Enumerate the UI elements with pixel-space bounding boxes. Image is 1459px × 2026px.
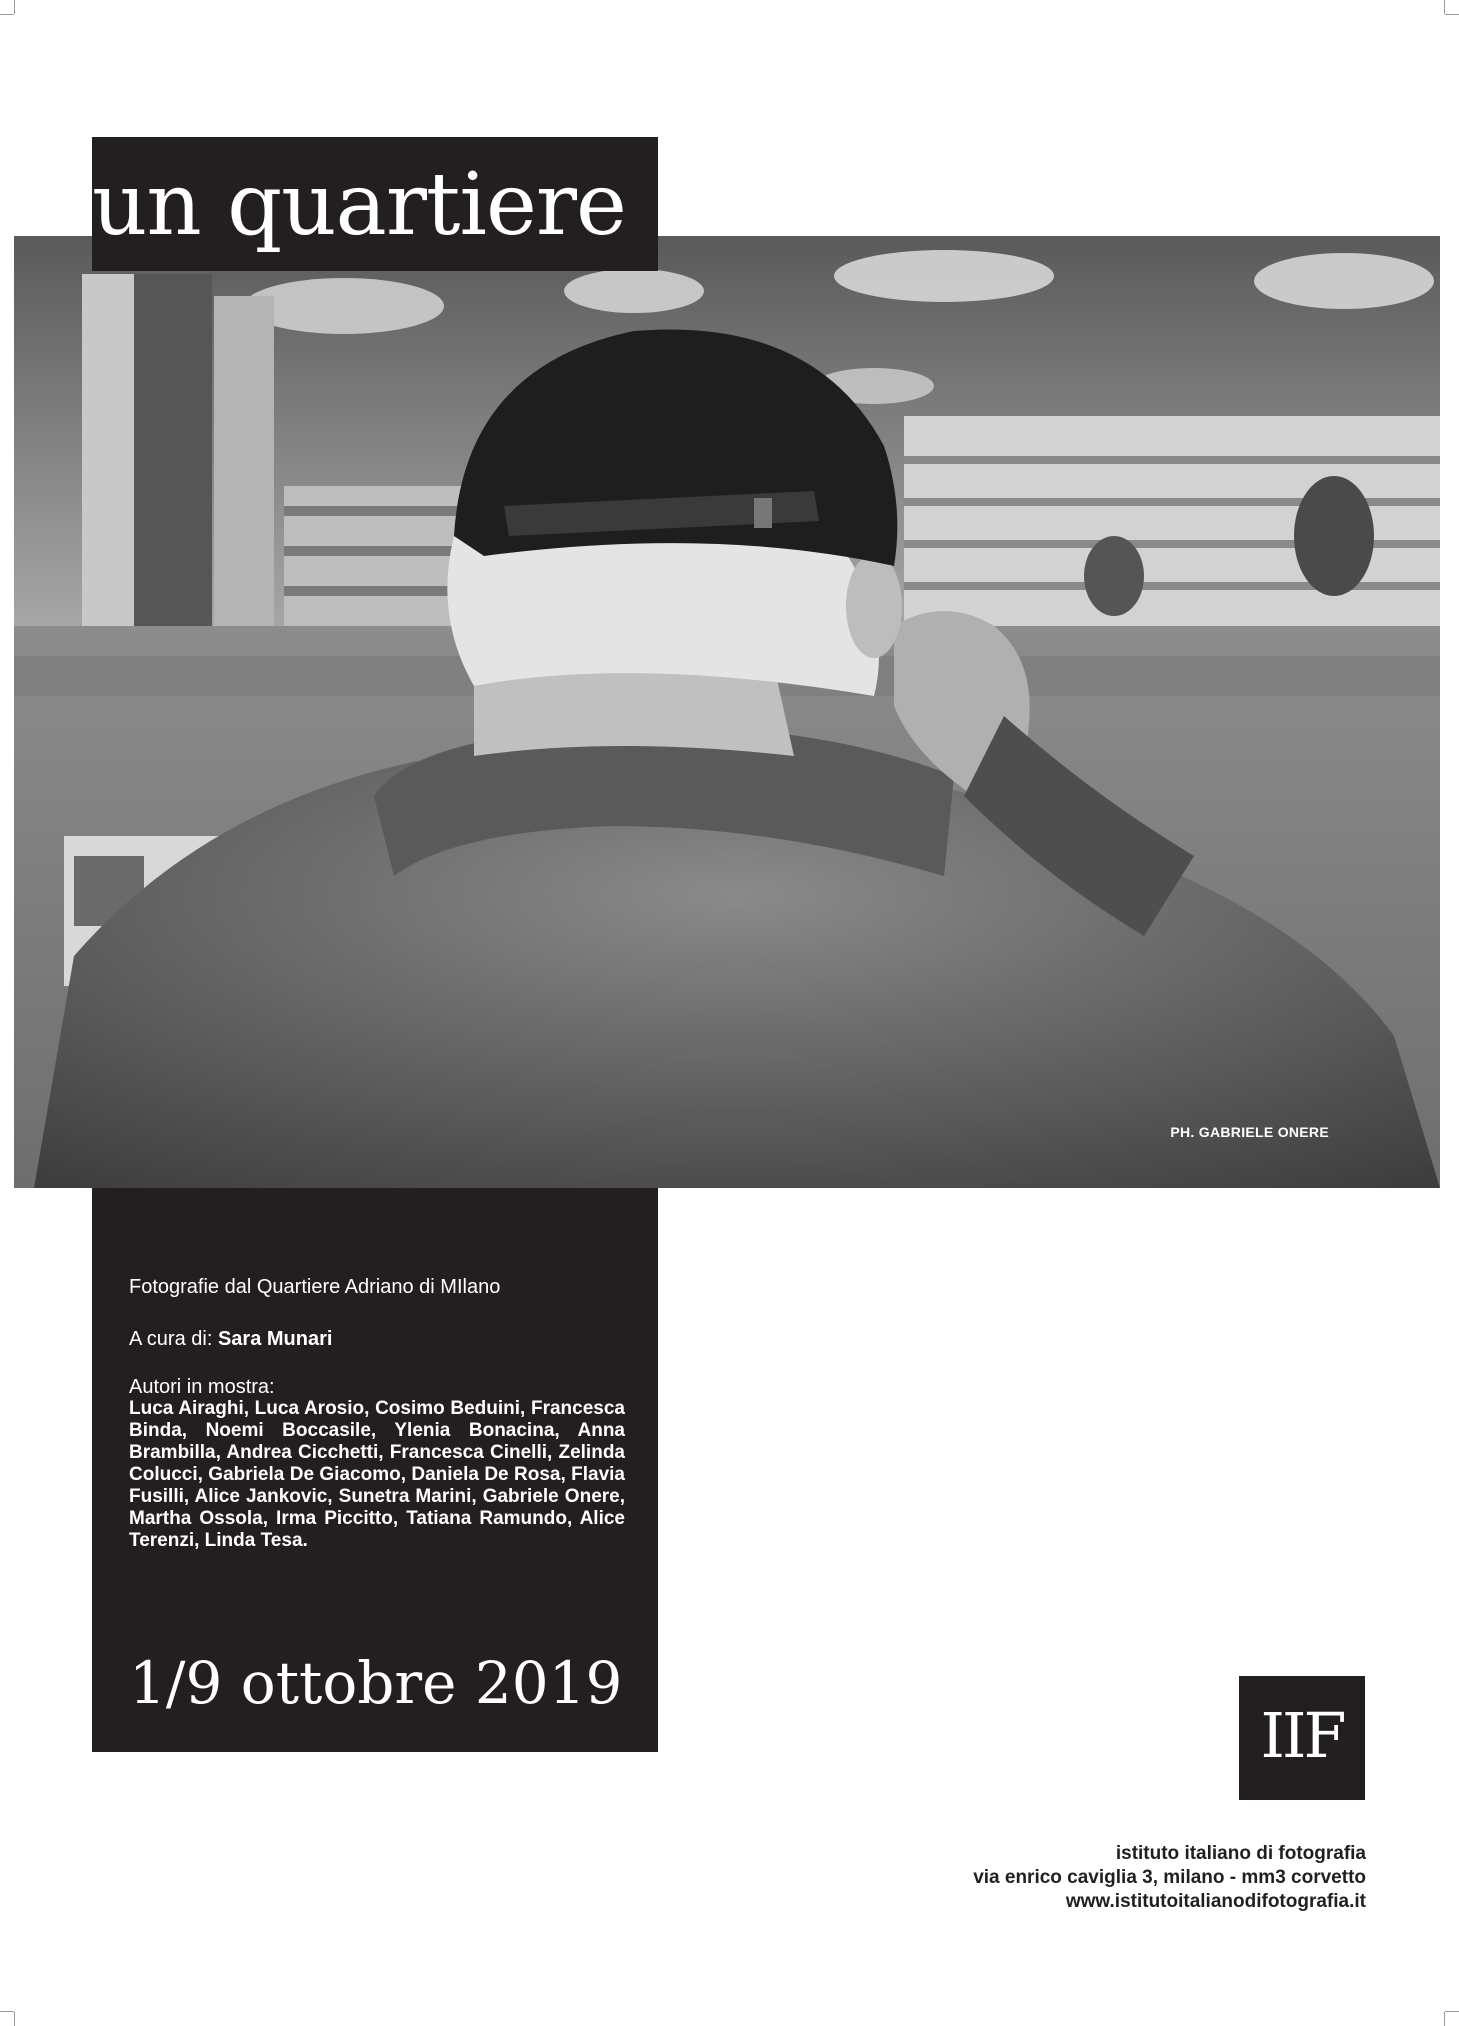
crop-mark-top-right — [1445, 14, 1459, 15]
crop-mark-bottom-left — [14, 2012, 15, 2026]
exhibition-date: 1/9 ottobre 2019 — [129, 1649, 623, 1717]
info-text — [129, 1274, 625, 1552]
authors-label: Autori in mostra: — [129, 1376, 275, 1398]
crop-mark-bottom-right — [1444, 2012, 1445, 2026]
crop-mark-top-left — [0, 14, 14, 15]
address-block — [973, 1842, 1366, 1914]
crop-mark-bottom-right — [1445, 2011, 1459, 2012]
title-block — [92, 137, 658, 271]
curator-name: Sara Munari — [217, 1328, 333, 1350]
poster-photo — [14, 236, 1440, 1188]
photo-illustration — [14, 236, 1440, 1188]
institute-name: istituto italiano di fotografia — [1115, 1843, 1366, 1864]
institute-website[interactable]: www.istitutoitalianodifotografia.it — [1065, 1891, 1366, 1912]
authors-list: Luca Airaghi, Luca Arosio, Cosimo Beduini, Francesca Binda, Noemi Boccasile, Ylenia Bonacina, Anna Brambilla, Andrea Cicchetti, Francesca Cinelli, Zelinda Colucci, Gabriela De Giacomo, Daniela De Rosa, Flavia Fusilli, Alice Jankovic, Sunetra Marini, Gabriele Onere, Martha Ossola, Irma Piccitto, Tatiana Ramundo, Alice Terenzi, Linda Tesa. — [129, 1398, 625, 1551]
photo-credit: PH. GABRIELE ONERE — [1170, 1124, 1329, 1140]
info-block — [92, 1188, 658, 1752]
crop-mark-top-left — [14, 0, 15, 14]
logo-text: IIF — [1260, 1699, 1344, 1772]
crop-mark-top-right — [1444, 0, 1445, 14]
crop-mark-bottom-left — [0, 2011, 14, 2012]
subtitle: Fotografie dal Quartiere Adriano di MIlano — [129, 1276, 501, 1298]
curator-line — [129, 1326, 625, 1352]
poster-title: un quartiere — [92, 155, 626, 255]
institute-street: via enrico caviglia 3, milano - mm3 corvetto — [973, 1867, 1366, 1888]
curator-label: A cura di: — [129, 1328, 213, 1350]
iif-logo — [1239, 1676, 1365, 1800]
